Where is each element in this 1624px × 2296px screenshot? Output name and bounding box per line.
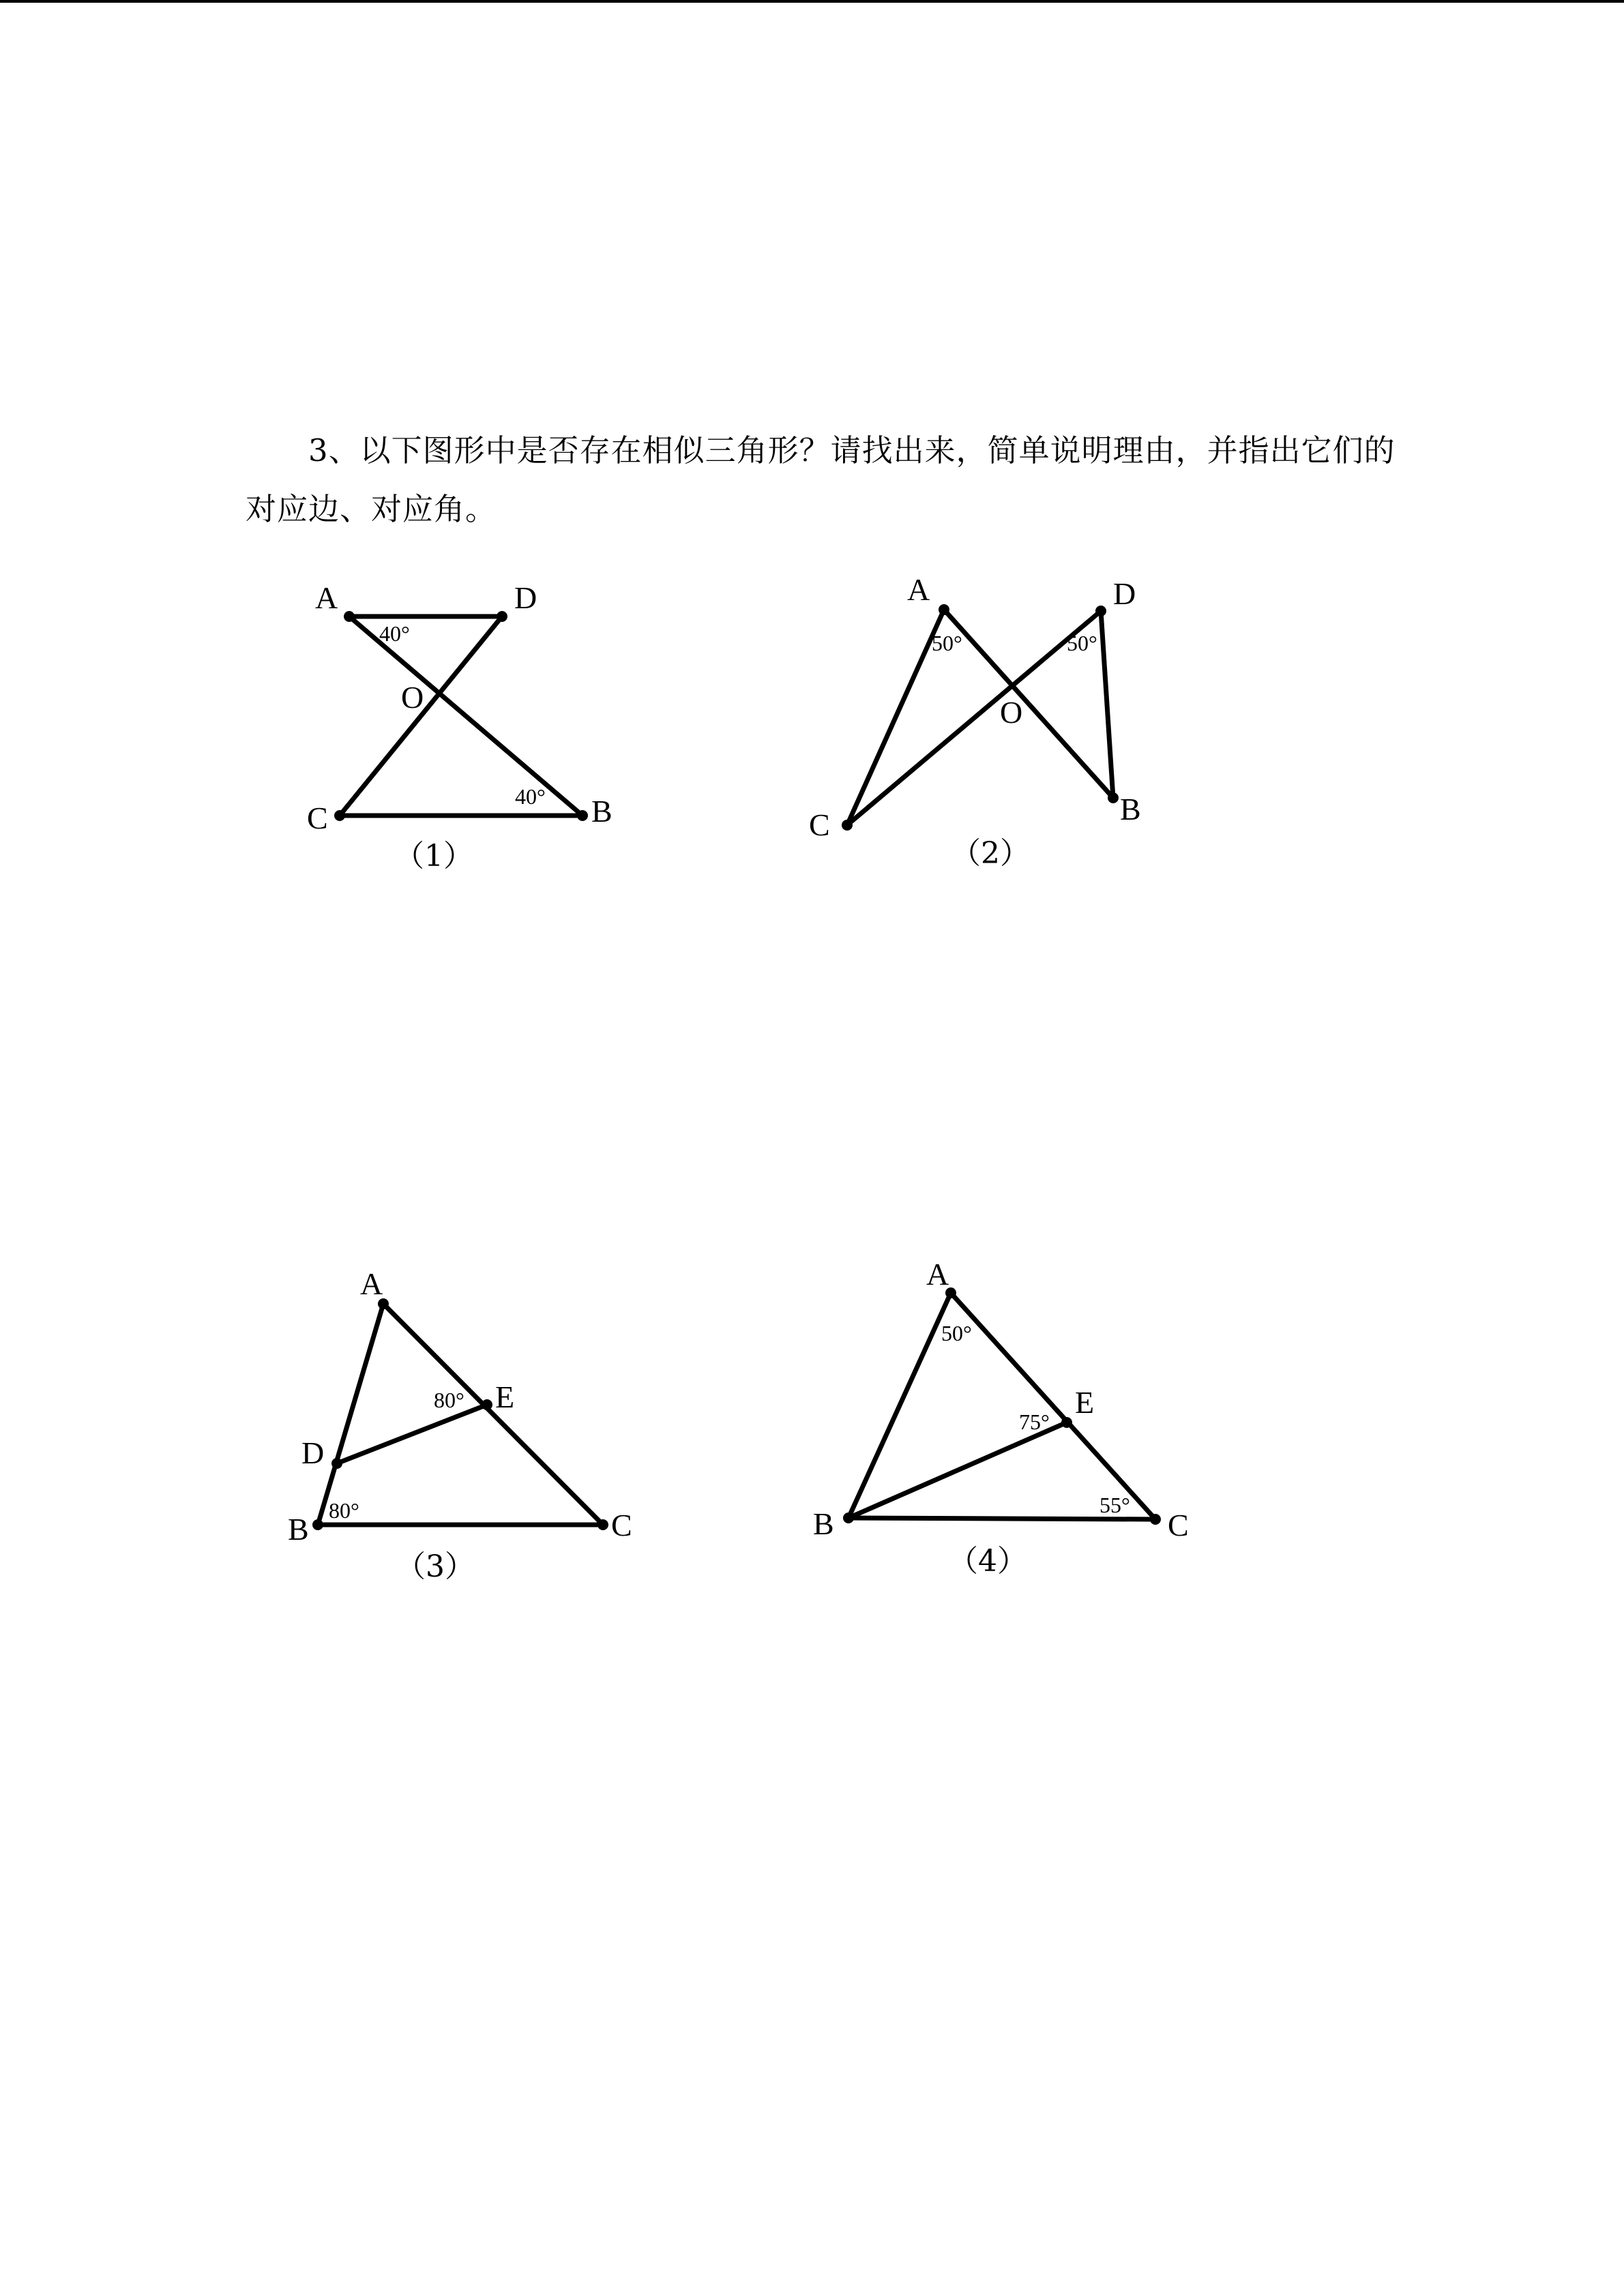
angle-d-label: 50° <box>1067 631 1097 655</box>
point-a-dot <box>344 611 355 622</box>
label-e: E <box>1075 1385 1095 1420</box>
label-a: A <box>360 1266 383 1301</box>
label-a: A <box>926 1257 949 1292</box>
segment-db <box>1101 611 1113 798</box>
point-c-dot <box>842 820 853 831</box>
segment-dc <box>340 616 502 816</box>
label-o: O <box>1000 695 1023 730</box>
figure-2-caption: （2） <box>951 836 1030 871</box>
segment-ac <box>951 1293 1155 1519</box>
label-d: D <box>301 1435 325 1470</box>
label-c: C <box>1168 1508 1189 1542</box>
question-text: 3、以下图形中是否存在相似三角形？请找出来，简单说明理由，并指出它们的对应边、对应角。 <box>246 432 1396 527</box>
figure-1 <box>273 573 641 886</box>
point-b-dot <box>843 1512 854 1523</box>
label-d: D <box>1113 576 1136 611</box>
segment-ab <box>848 1293 951 1518</box>
label-c: C <box>809 807 830 842</box>
label-c: C <box>307 801 328 835</box>
segment-de <box>337 1405 487 1463</box>
segment-be <box>848 1422 1067 1518</box>
point-a-dot <box>939 604 949 615</box>
point-e-dot <box>482 1399 492 1410</box>
figure-4-caption: （4） <box>948 1544 1027 1579</box>
angle-b-label: 80° <box>329 1498 359 1523</box>
figure-1-caption: （1） <box>394 839 473 874</box>
figure-2 <box>791 573 1200 886</box>
point-b-dot <box>312 1519 323 1530</box>
segment-ab <box>349 616 582 816</box>
label-b: B <box>813 1506 834 1541</box>
label-c: C <box>611 1508 632 1542</box>
label-b: B <box>1120 792 1141 826</box>
angle-a-label: 50° <box>932 631 962 655</box>
segment-bc <box>848 1518 1155 1519</box>
point-b-dot <box>1108 792 1119 803</box>
angle-e-label: 75° <box>1019 1410 1050 1434</box>
point-d-dot <box>1095 606 1106 616</box>
figure-3 <box>273 1255 655 1596</box>
segment-ab <box>318 1304 383 1525</box>
point-e-dot <box>1061 1417 1072 1428</box>
point-c-dot <box>597 1519 608 1530</box>
label-a: A <box>315 580 338 615</box>
figure-3-caption: （3） <box>396 1549 475 1584</box>
label-d: D <box>514 580 537 615</box>
angle-e-label: 80° <box>434 1388 464 1412</box>
point-c-dot <box>334 810 345 821</box>
page-top-border <box>0 0 1624 3</box>
figure-4 <box>791 1255 1214 1596</box>
label-e: E <box>495 1380 515 1414</box>
segment-ac <box>383 1304 603 1525</box>
label-o: O <box>401 680 424 715</box>
label-b: B <box>288 1512 309 1547</box>
point-d-dot <box>497 611 507 622</box>
angle-a-label: 40° <box>379 621 410 646</box>
segment-ac <box>847 610 944 825</box>
angle-a-label: 50° <box>941 1321 972 1345</box>
point-b-dot <box>577 810 588 821</box>
label-a: A <box>907 572 930 607</box>
label-b: B <box>591 794 612 829</box>
point-c-dot <box>1150 1514 1161 1525</box>
point-d-dot <box>331 1458 342 1469</box>
angle-c-label: 55° <box>1099 1493 1130 1517</box>
angle-b-label: 40° <box>515 784 546 809</box>
